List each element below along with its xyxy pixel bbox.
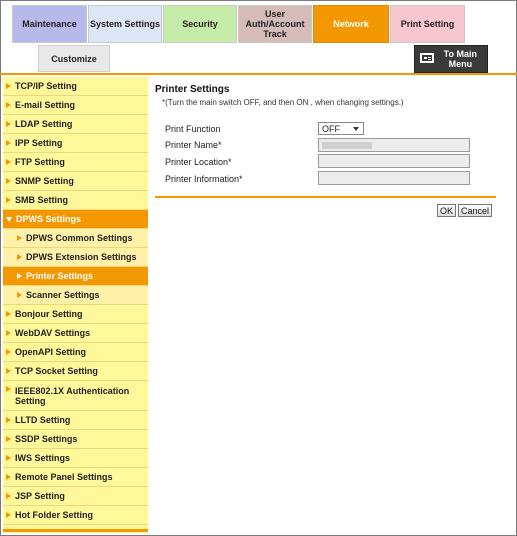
tab-label-line: Auth/Account: [245, 19, 305, 29]
arrow-right-icon: [6, 83, 11, 89]
tab-label: Print Setting: [400, 19, 455, 29]
sidebar-item-label: IWS Settings: [15, 453, 71, 463]
sidebar-item-ssdp[interactable]: [3, 430, 148, 449]
sidebar-item-label: LLTD Setting: [15, 415, 71, 425]
printer-information-label: Printer Information*: [165, 174, 243, 184]
arrow-right-icon: [6, 493, 11, 499]
print-function-label: Print Function: [165, 124, 221, 134]
arrow-right-icon: [6, 140, 11, 146]
arrow-down-icon: [6, 217, 12, 222]
arrow-right-icon: [17, 254, 22, 260]
tab-label: Customize: [51, 53, 97, 64]
chevron-down-icon: [353, 127, 359, 131]
tab-label: Maintenance: [22, 19, 77, 29]
tab-system-settings[interactable]: [88, 5, 162, 43]
sidebar-item-label: Scanner Settings: [26, 290, 100, 300]
page-title: Printer Settings: [155, 84, 230, 95]
sidebar-item-label: JSP Setting: [15, 491, 65, 501]
sidebar-item-bonjour[interactable]: [3, 305, 148, 324]
printer-location-label: Printer Location*: [165, 157, 232, 167]
sidebar-item-label: TCP/IP Setting: [15, 81, 77, 91]
sidebar-item-remote-panel[interactable]: [3, 468, 148, 487]
redacted-value: [322, 142, 372, 149]
sidebar-item-label: E-mail Setting: [15, 100, 76, 110]
sidebar-item-tcp-socket[interactable]: [3, 362, 148, 381]
sidebar-item-smb[interactable]: [3, 191, 148, 210]
arrow-right-icon: [6, 330, 11, 336]
arrow-right-icon: [6, 455, 11, 461]
sidebar-item-dpws-common[interactable]: [3, 229, 148, 248]
sidebar-item-openapi[interactable]: [3, 343, 148, 362]
sidebar-item-snmp[interactable]: [3, 172, 148, 191]
arrow-right-icon: [6, 368, 11, 374]
home-label: [444, 49, 477, 69]
sidebar-item-label: FTP Setting: [15, 157, 65, 167]
sidebar-item-hot-folder[interactable]: [3, 506, 148, 525]
arrow-right-icon: [6, 349, 11, 355]
arrow-right-icon: [6, 197, 11, 203]
tab-customize[interactable]: [38, 45, 110, 72]
arrow-right-icon: [6, 102, 11, 108]
tab-label: Security: [182, 19, 218, 29]
sidebar-item-label: LDAP Setting: [15, 119, 73, 129]
menu-icon: [420, 53, 434, 63]
printer-name-field[interactable]: [318, 138, 470, 152]
sidebar-item-ldap[interactable]: [3, 115, 148, 134]
sidebar-item-dpws-extension[interactable]: [3, 248, 148, 267]
sidebar-item-lltd[interactable]: [3, 411, 148, 430]
tab-label: Network: [333, 19, 369, 29]
sidebar-item-label: Hot Folder Setting: [15, 510, 93, 520]
arrow-right-icon: [17, 235, 22, 241]
arrow-right-icon: [6, 386, 11, 392]
tab-user-auth-account-track[interactable]: [238, 5, 312, 43]
tab-print-setting[interactable]: [390, 5, 465, 43]
arrow-right-icon: [6, 436, 11, 442]
form-divider: [155, 196, 496, 198]
sidebar-item-label: DPWS Settings: [16, 214, 82, 224]
sidebar-item-scanner-settings[interactable]: [3, 286, 148, 305]
sidebar-item-label: IPP Setting: [15, 138, 63, 148]
sidebar-item-jsp[interactable]: [3, 487, 148, 506]
sidebar-item-label: SSDP Settings: [15, 434, 78, 444]
sidebar-item-label: SMB Setting: [15, 195, 68, 205]
sidebar-item-label: SNMP Setting: [15, 176, 74, 186]
print-function-value: OFF: [322, 123, 340, 134]
tab-label-line: User: [264, 9, 285, 19]
sidebar-item-tcpip[interactable]: [3, 77, 148, 96]
arrow-right-icon: [6, 159, 11, 165]
sidebar-item-ipp[interactable]: [3, 134, 148, 153]
arrow-right-icon: [6, 512, 11, 518]
sidebar: [3, 77, 148, 533]
sidebar-item-label: WebDAV Settings: [15, 328, 91, 338]
sidebar-item-ftp[interactable]: [3, 153, 148, 172]
sidebar-item-label: DPWS Extension Settings: [26, 252, 137, 262]
sidebar-item-email[interactable]: [3, 96, 148, 115]
sidebar-item-ieee8021x[interactable]: [3, 381, 148, 411]
arrow-right-icon: [6, 178, 11, 184]
sidebar-item-printer-settings[interactable]: [3, 267, 148, 286]
printer-information-field[interactable]: [318, 171, 470, 185]
home-label-line: To Main: [443, 49, 477, 59]
sidebar-item-webdav[interactable]: [3, 324, 148, 343]
sidebar-item-label: Printer Settings: [26, 271, 94, 281]
sidebar-item-label-line: IEEE802.1X Authentication: [15, 385, 130, 396]
arrow-right-icon: [6, 121, 11, 127]
sidebar-item-label: TCP Socket Setting: [15, 366, 98, 376]
restart-note: *(Turn the main switch OFF, and then ON , when changing settings.): [162, 98, 404, 107]
cancel-button[interactable]: Cancel: [458, 204, 492, 217]
arrow-right-icon: [6, 417, 11, 423]
sidebar-item-label: Bonjour Setting: [15, 309, 83, 319]
sidebar-item-dpws[interactable]: [3, 210, 148, 229]
arrow-right-icon: [6, 311, 11, 317]
arrow-right-icon: [17, 292, 22, 298]
sidebar-item-label: OpenAPI Setting: [15, 347, 87, 357]
ok-button[interactable]: OK: [437, 204, 456, 217]
tab-maintenance[interactable]: [12, 5, 87, 43]
sidebar-item-iws[interactable]: [3, 449, 148, 468]
tab-network[interactable]: [313, 5, 389, 43]
tab-label: [246, 9, 305, 39]
home-label-line: Menu: [448, 59, 473, 69]
to-main-menu-button[interactable]: [414, 45, 488, 73]
print-function-select[interactable]: [318, 122, 364, 135]
sidebar-item-label: [15, 386, 129, 406]
tab-security[interactable]: [163, 5, 237, 43]
arrow-right-icon: [17, 273, 22, 279]
sidebar-item-label: Remote Panel Settings: [15, 472, 113, 482]
header-divider: [0, 73, 517, 75]
sidebar-item-label-line: Setting: [15, 395, 46, 406]
sidebar-item-label: DPWS Common Settings: [26, 233, 133, 243]
tab-label: System Settings: [89, 19, 161, 29]
tab-label-line: Track: [263, 29, 287, 39]
arrow-right-icon: [6, 474, 11, 480]
printer-name-label: Printer Name*: [165, 140, 222, 150]
printer-location-field[interactable]: [318, 154, 470, 168]
sidebar-bottom-divider: [3, 529, 148, 532]
